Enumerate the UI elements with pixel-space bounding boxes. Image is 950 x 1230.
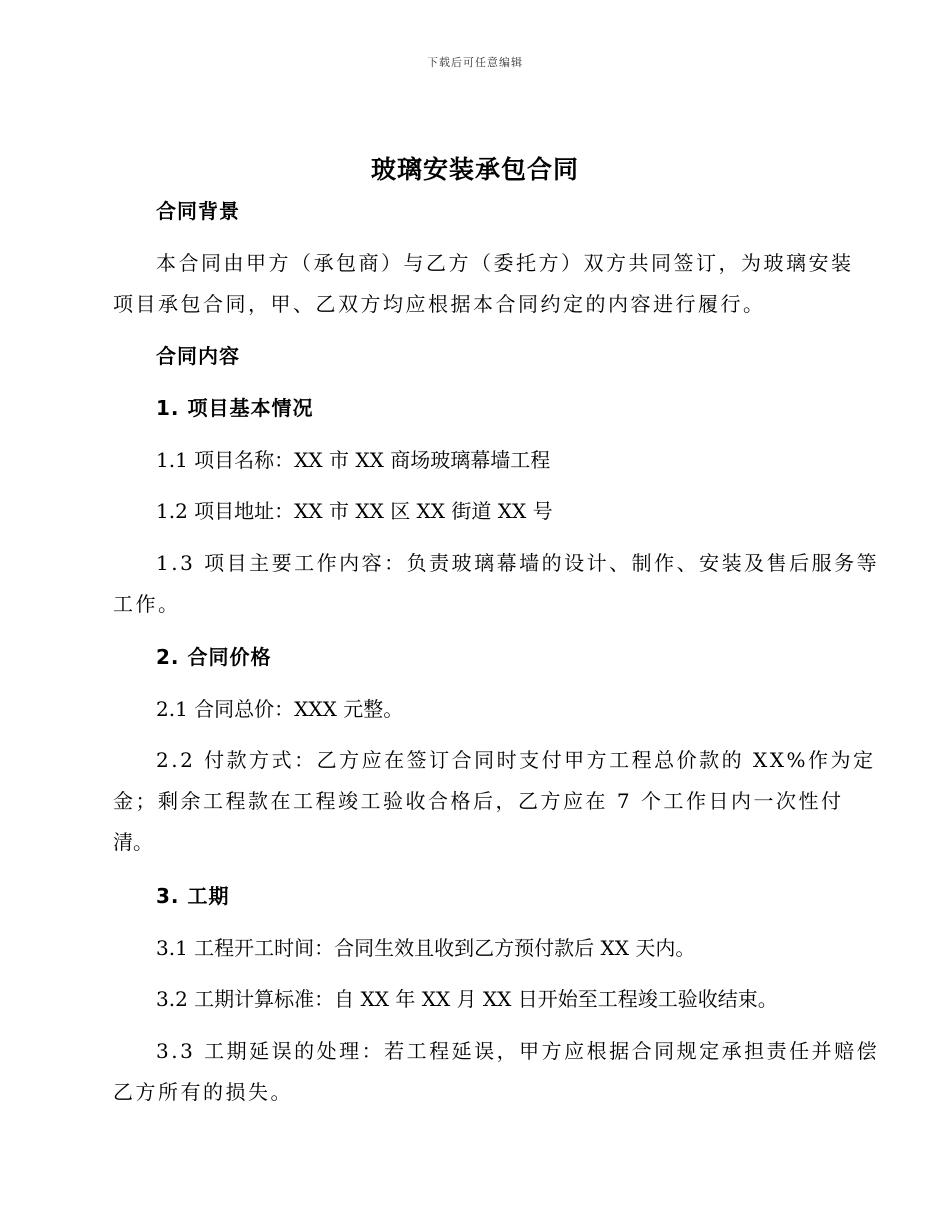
document-title: 玻璃安装承包合同 [370, 155, 579, 184]
paragraph-line: 项目承包合同，甲、乙双方均应根据本合同约定的内容进行履行。 [113, 292, 766, 316]
clause-2-2-line: 清。 [113, 830, 153, 854]
paragraph-line: 本合同由甲方（承包商）与乙方（委托方）双方共同签订，为玻璃安装 [156, 251, 854, 275]
section-heading-content: 合同内容 [156, 344, 240, 368]
clause-2-1: 2.1 合同总价：XXX 元整。 [156, 697, 404, 721]
clause-2-2-line: 2.2 付款方式：乙方应在签订合同时支付甲方工程总价款的 XX%作为定 [156, 748, 876, 772]
clause-1-1: 1.1 项目名称：XX 市 XX 商场玻璃幕墙工程 [156, 448, 551, 472]
clause-1-2: 1.2 项目地址：XX 市 XX 区 XX 街道 XX 号 [156, 499, 553, 523]
section-heading-2: 2. 合同价格 [156, 645, 272, 669]
clause-3-3-line: 乙方所有的损失。 [113, 1080, 293, 1104]
section-heading-3: 3. 工期 [156, 884, 230, 908]
clause-1-3-line: 工作。 [113, 592, 181, 616]
clause-3-1: 3.1 工程开工时间：合同生效且收到乙方预付款后 XX 天内。 [156, 936, 696, 960]
section-heading-1: 1. 项目基本情况 [156, 396, 314, 420]
section-heading-background: 合同背景 [156, 199, 240, 223]
page-header-note: 下载后可任意编辑 [427, 56, 523, 69]
clause-3-2: 3.2 工期计算标准：自 XX 年 XX 月 XX 日开始至工程竣工验收结束。 [156, 987, 778, 1011]
clause-2-2-line: 金；剩余工程款在工程竣工验收合格后，乙方应在 7 个工作日内一次性付 [113, 789, 844, 813]
clause-3-3-line: 3.3 工期延误的处理：若工程延误，甲方应根据合同规定承担责任并赔偿 [156, 1039, 880, 1063]
clause-1-3-line: 1.3 项目主要工作内容：负责玻璃幕墙的设计、制作、安装及售后服务等 [156, 551, 880, 575]
